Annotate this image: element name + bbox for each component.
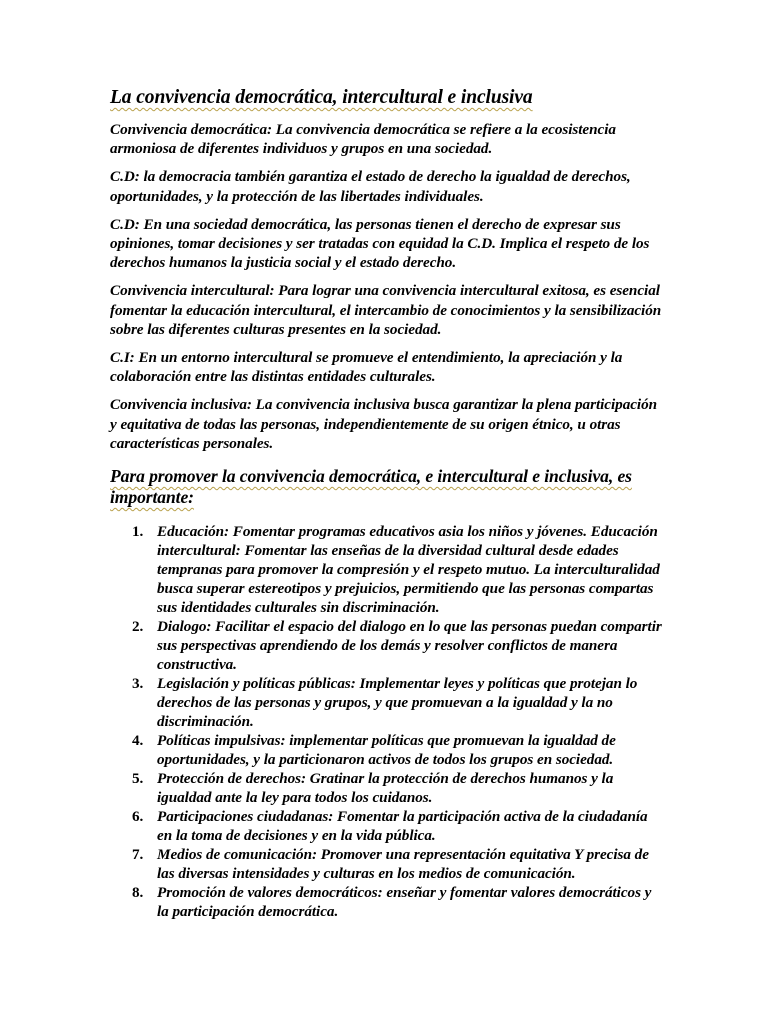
list-item-text: Protección de derechos: Gratinar la protección de derechos humanos y la igualdad ante la ley para todos los cuidanos. (157, 770, 614, 807)
paragraph-convivencia-democratica: Convivencia democrática: La convivencia democrática se refiere a la ecosistencia armoniosa de diferentes individuos y grupos en una sociedad. (110, 121, 616, 158)
list-item (110, 522, 662, 617)
list-item (110, 674, 662, 731)
list-number: 2. (132, 618, 144, 636)
list-number: 4. (132, 732, 144, 750)
list-item (110, 769, 662, 807)
list-item-text: Legislación y políticas públicas: Implementar leyes y políticas que protejan lo derechos de las personas y grupos, y que promuevan a la igualdad y la no discriminación. (157, 675, 638, 731)
list-item (110, 617, 662, 674)
list-item (110, 807, 662, 845)
list-number: 6. (132, 808, 144, 826)
document-page (110, 86, 662, 921)
list-number: 1. (132, 523, 144, 541)
paragraph-cd-sociedad-democratica: C.D: En una sociedad democrática, las personas tienen el derecho de expresar sus opiniones, tomar decisiones y ser tratadas con equidad la C.D. Implica el respeto de los derechos humanos la justicia social y el estado derecho. (110, 215, 650, 272)
section-subtitle: Para promover la convivencia democrática, e intercultural e inclusiva, es importante: (110, 466, 632, 508)
recommendations-list (110, 522, 662, 921)
list-item-text: Participaciones ciudadanas: Fomentar la participación activa de la ciudadanía en la toma de decisiones y en la vida pública. (157, 808, 648, 845)
paragraph-cd-estado-derecho: C.D: la democracia también garantiza el estado de derecho la igualdad de derechos, oportunidades, y la protección de las libertades individuales. (110, 168, 631, 205)
document-title: La convivencia democrática, intercultural e inclusiva (110, 87, 533, 108)
list-number: 3. (132, 675, 144, 693)
list-number: 8. (132, 884, 144, 902)
paragraph-convivencia-intercultural: Convivencia intercultural: Para lograr una convivencia intercultural exitosa, es esencial fomentar la educación intercultural, el intercambio de conocimientos y la sensibilización sobre las diferentes culturas presentes en la sociedad. (110, 282, 662, 338)
list-item (110, 731, 662, 769)
list-number: 5. (132, 770, 144, 788)
list-item-text: Educación: Fomentar programas educativos asia los niños y jóvenes. Educación intercultural: Fomentar las enseñas de la diversidad cultural desde edades tempranas para promover la compresión y el respeto mutuo. La interculturalidad busca superar estereotipos y prejuicios, permitiendo que las personas compartas sus identidades culturales sin discriminación. (157, 523, 660, 617)
paragraph-ci-entorno: C.I: En un entorno intercultural se promueve el entendimiento, la apreciación y la colaboración entre las distintas entidades culturales. (110, 349, 623, 386)
list-item (110, 883, 662, 921)
paragraph-convivencia-inclusiva: Convivencia inclusiva: La convivencia inclusiva busca garantizar la plena participación y equitativa de todas las personas, independientemente de su origen étnico, u otras características personales. (110, 396, 658, 452)
list-item (110, 845, 662, 883)
list-item-text: Políticas impulsivas: implementar políticas que promuevan la igualdad de oportunidades, y la particionaron activos de todos los grupos en sociedad. (157, 732, 616, 769)
list-item-text: Dialogo: Facilitar el espacio del dialogo en lo que las personas puedan compartir sus perspectivas aprendiendo de los demás y resolver conflictos de manera constructiva. (157, 618, 662, 674)
list-item-text: Medios de comunicación: Promover una representación equitativa Y precisa de las diversas intensidades y culturas en los medios de comunicación. (157, 846, 649, 883)
list-item-text: Promoción de valores democráticos: enseñar y fomentar valores democráticos y la participación democrática. (157, 884, 652, 921)
list-number: 7. (132, 846, 144, 864)
